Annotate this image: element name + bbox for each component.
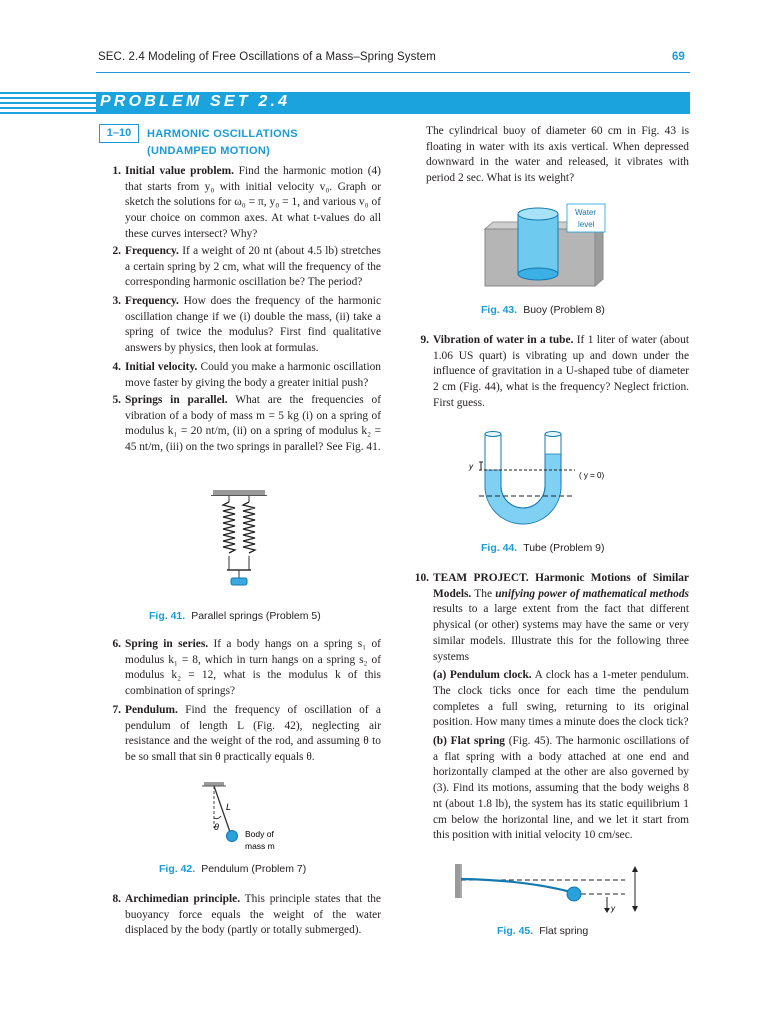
problem-title: Frequency.: [125, 245, 179, 257]
problem-title: Spring in series.: [125, 638, 209, 650]
problem-title: Pendulum.: [125, 704, 178, 716]
svg-text:mass m: mass m: [245, 841, 275, 851]
problem-number: 2.: [112, 245, 121, 257]
problem-number: 6.: [112, 638, 121, 650]
problem-6: [99, 637, 381, 700]
problem-text: If a body hangs on a spring s₁ of modulus k₁ = 8, which in turn hangs on a spring s₂ of modulus k₂ = 12, what is the modulus k of this combination of springs?: [125, 638, 381, 698]
problem-title: Initial value problem.: [125, 165, 234, 177]
problem-emphasis: unifying power of mathematical methods: [495, 587, 689, 600]
pendulum-figure: [199, 780, 289, 852]
figure-41-caption: Fig. 41. Parallel springs (Problem 5): [149, 610, 321, 622]
right-column: [407, 0, 689, 1024]
problem-title: Vibration of water in a tube.: [433, 334, 574, 346]
problem-9: [407, 333, 689, 412]
svg-text:level: level: [578, 220, 595, 229]
problem-4: [99, 360, 381, 391]
problem-number: 3.: [112, 295, 121, 307]
parallel-springs-figure: [209, 488, 269, 600]
page-number: 69: [672, 51, 685, 63]
problem-text: results to a large extent from the fact that different physical (or other) systems may have the same or very similar models. Illustrate this for the following three systems: [433, 603, 689, 663]
problem-text: Could you make a harmonic oscillation move faster by giving the body a greater initial push?: [125, 361, 381, 389]
problem-number: 8.: [112, 893, 121, 905]
flat-spring-figure: [455, 862, 645, 916]
stripe-decoration: [0, 92, 96, 114]
problem-10: [407, 571, 689, 844]
problem-title: Springs in parallel.: [125, 394, 228, 406]
svg-text:y: y: [469, 462, 473, 471]
problem-title: Archimedian principle.: [125, 893, 241, 905]
problem-text: What are the frequencies of vibration of a body of mass m = 5 kg (i) on a spring of modulus k₁ = 20 nt/m, (ii) on a spring of modulus k₂ = 45 nt/m, (iii) on the two springs in parallel? See Fig. 41.: [125, 394, 381, 454]
svg-text:y: y: [611, 904, 615, 913]
problem-text: If a weight of 20 nt (about 4.5 lb) stretches a certain spring by 2 cm, what will the frequency of the corresponding harmonic oscillation be? The period?: [125, 245, 381, 289]
problem-set-title: PROBLEM SET 2.4: [100, 93, 291, 110]
svg-text:θ: θ: [214, 822, 219, 832]
problem-number: 10.: [414, 572, 429, 584]
problem-7: [99, 703, 381, 766]
problem-lead: The: [474, 587, 493, 600]
problem-title: Initial velocity.: [125, 361, 198, 373]
figure-42-caption: Fig. 42. Pendulum (Problem 7): [159, 863, 307, 875]
subproblem-a: (a) Pendulum clock. A clock has a 1-meter pendulum. The clock ticks once for each time the pendulum completes a full swing, returning to its original position. How many times a minute does the clock tick?: [433, 669, 689, 729]
figure-43-caption: Fig. 43. Buoy (Problem 8): [481, 304, 605, 316]
svg-text:L: L: [226, 802, 232, 812]
problem-text: This principle states that the buoyancy force equals the weight of the water displaced by the body (partly or totally submerged).: [125, 893, 381, 937]
figure-44-caption: Fig. 44. Tube (Problem 9): [481, 542, 605, 554]
section-title-line2: (UNDAMPED MOTION): [147, 145, 271, 157]
buoy-figure: [485, 204, 610, 294]
left-column: [99, 0, 381, 1024]
svg-text:Water: Water: [575, 208, 597, 217]
svg-text:( y = 0): ( y = 0): [579, 471, 605, 480]
section-title-line1: HARMONIC OSCILLATIONS: [147, 128, 298, 140]
problem-text: Find the harmonic motion (4) that starts from y₀ with initial velocity v₀. Graph or sketch the solutions for ω₀ = π, y₀ = 1, and various v₀ of your choice on common axes. At what t-values do all these curves intersect? Why?: [125, 165, 381, 240]
problem-text: Find the frequency of oscillation of a pendulum of length L (Fig. 42), neglecting air resistance and the weight of the rod, and assuming θ to be so small that sin θ practically equals θ.: [125, 704, 381, 764]
problem-text: How does the frequency of the harmonic oscillation change if we (i) double the mass, (ii) take a spring of twice the modulus? First find qualitative answers by physics, then look at formulas.: [125, 295, 381, 355]
u-tube-figure: [469, 424, 625, 530]
problem-1: [99, 164, 381, 243]
running-head: SEC. 2.4 Modeling of Free Oscillations of a Mass–Spring System: [98, 51, 436, 63]
problem-8: [99, 892, 381, 939]
problem-3: [99, 294, 381, 357]
problem-number: 5.: [112, 394, 121, 406]
problem-5: [99, 393, 381, 456]
problem-title: Frequency.: [125, 295, 179, 307]
problem-title: TEAM PROJECT. Harmonic Motions of Similar Models.: [433, 572, 689, 600]
subproblem-b: (b) Flat spring (Fig. 45). The harmonic oscillations of a flat spring with a body attached at one end and horizontally clamped at the other are also governed by (3). Find its motions, assuming that the body weighs 8 nt (about 1.8 lb), the system has its static equilibrium 1 cm below the horizontal line, and we let it start from this position with initial velocity 10 cm/sec.: [433, 735, 689, 842]
svg-text:Body of: Body of: [245, 829, 274, 839]
problem-number: 1.: [112, 165, 121, 177]
problem-number: 7.: [112, 704, 121, 716]
problem-number: 4.: [112, 361, 121, 373]
figure-45-caption: Fig. 45. Flat spring: [497, 925, 589, 937]
problem-number: 9.: [420, 334, 429, 346]
problem-2: [99, 244, 381, 291]
problem-range-box: 1–10: [99, 124, 139, 143]
problem-text: If 1 liter of water (about 1.06 US quart) is vibrating up and down under the influence of gravitation in a U-shaped tube of diameter 2 cm (Fig. 44), what is the frequency? Neglect friction. First guess.: [433, 334, 689, 409]
problem-8-continued: The cylindrical buoy of diameter 60 cm in Fig. 43 is floating in water with its axis vertical. When depressed downward in the water and released, it vibrates with period 2 sec. What is its weight?: [426, 125, 689, 185]
